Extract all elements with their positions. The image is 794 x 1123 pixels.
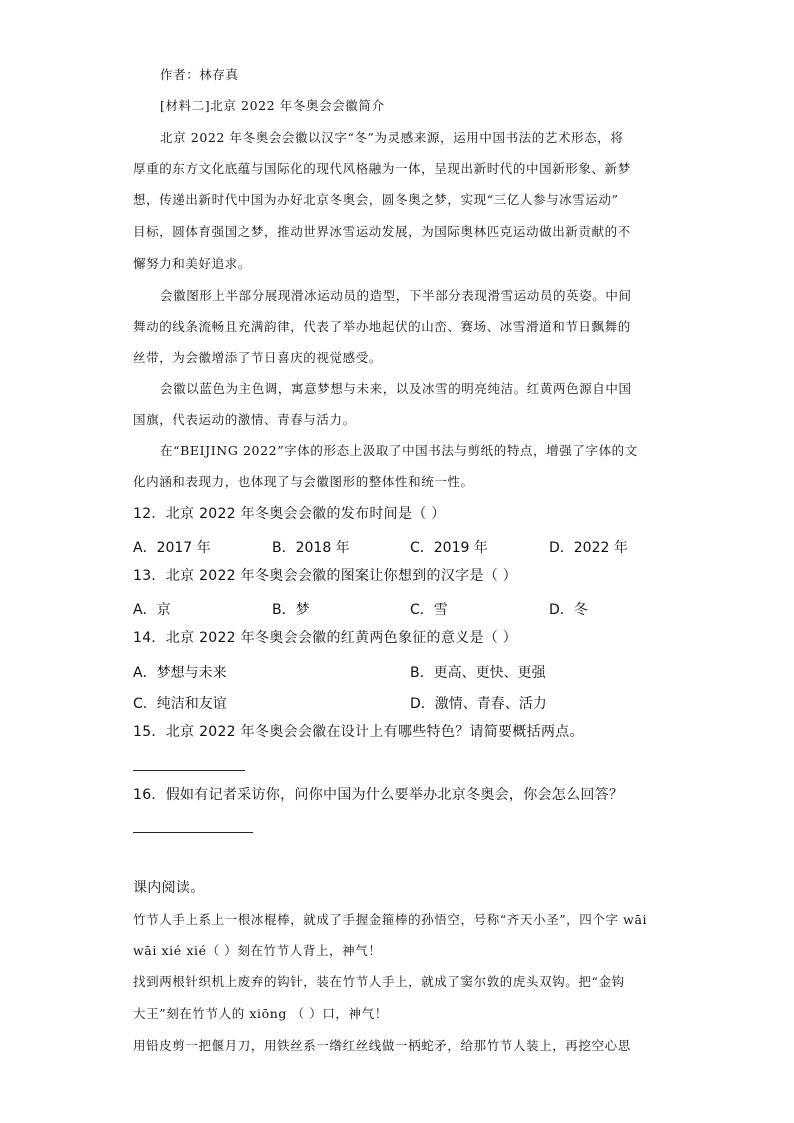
question-14-option-b: B．更高、更快、更强 [410,665,546,681]
reading-line: wāi xié xié（ ）刻在竹节人背上，神气！ [133,943,382,958]
author-line: 作者：林存真 [160,67,239,82]
answer-line[interactable] [133,770,245,771]
material-title: [材料二]北京 2022 年冬奥会会徽简介 [160,98,385,113]
question-16-stem: 16．假如有记者采访你，问你中国为什么要举办北京冬奥会，你会怎么回答？ [133,787,624,803]
question-13-option-b: B．梦 [272,602,310,618]
question-14-stem: 14．北京 2022 年冬奥会会徽的红黄两色象征的意义是（ ） [133,630,518,646]
paragraph-line: 化内涵和表现力，也体现了与会徽图形的整体性和统一性。 [133,474,474,489]
reading-line: 竹节人手上系上一根冰棍棒，就成了手握金箍棒的孙悟空，号称“齐天小圣”，四个字 wāi [133,912,648,927]
paragraph-line: 目标，圆体育强国之梦，推动世界冰雪运动发展，为国际奥林匹克运动做出新贡献的不 [133,224,631,239]
paragraph-line: 舞动的线条流畅且充满韵律，代表了举办地起伏的山峦、赛场、冰雪滑道和节日飘舞的 [133,319,631,334]
reading-heading: 课内阅读。 [133,880,205,896]
paragraph-line: 会徽图形上半部分展现滑冰运动员的造型，下半部分表现滑雪运动员的英姿。中间 [160,288,632,303]
reading-line: 大王”刻在竹节人的 xiōng （ ）口，神气！ [133,1006,388,1021]
reading-line: 用铅皮剪一把偃月刀，用铁丝系一绺红丝线做一柄蛇矛，给那竹节人装上，再挖空心思 [133,1038,631,1053]
question-14-option-a: A．梦想与未来 [133,665,227,681]
answer-line[interactable] [133,832,253,833]
paragraph-line: 厚重的东方文化底蕴与国际化的现代风格融为一体，呈现出新时代的中国新形象、新梦 [133,161,631,176]
paragraph-line: 丝带，为会徽增添了节日喜庆的视觉感受。 [133,350,382,365]
question-12-option-a: A．2017 年 [133,540,211,556]
paragraph-line: 会徽以蓝色为主色调，寓意梦想与未来，以及冰雪的明亮纯洁。红黄两色源自中国 [160,381,632,396]
question-13-option-a: A．京 [133,602,171,618]
question-12-option-c: C．2019 年 [410,540,488,556]
question-15-stem: 15．北京 2022 年冬奥会会徽在设计上有哪些特色？请简要概括两点。 [133,724,584,740]
paragraph-line: 北京 2022 年冬奥会会徽以汉字“冬”为灵感来源，运用中国书法的艺术形态，将 [160,130,624,145]
reading-line: 找到两根针织机上废弃的钩针，装在竹节人手上，就成了窦尔敦的虎头双钩。把“金钩 [133,974,625,989]
question-12-stem: 12．北京 2022 年冬奥会会徽的发布时间是（ ） [133,506,446,522]
question-13-option-c: C．雪 [410,602,448,618]
question-13-stem: 13．北京 2022 年冬奥会会徽的图案让你想到的汉字是（ ） [133,568,518,584]
question-12-option-b: B．2018 年 [272,540,350,556]
question-12-option-d: D．2022 年 [549,540,628,556]
paragraph-line: 想，传递出新时代中国为办好北京冬奥会，圆冬奥之梦，实现“三亿人参与冰雪运动” [133,192,619,207]
paragraph-line: 在“BEIJING 2022”字体的形态上汲取了中国书法与剪纸的特点，增强了字体的文 [160,443,638,458]
question-14-option-c: C．纯洁和友谊 [133,696,227,712]
question-14-option-d: D．激情、青春、活力 [410,696,547,712]
paragraph-line: 懈努力和美好追求。 [133,256,251,271]
paragraph-line: 国旗，代表运动的激情、青春与活力。 [133,412,356,427]
question-13-option-d: D．冬 [549,602,588,618]
